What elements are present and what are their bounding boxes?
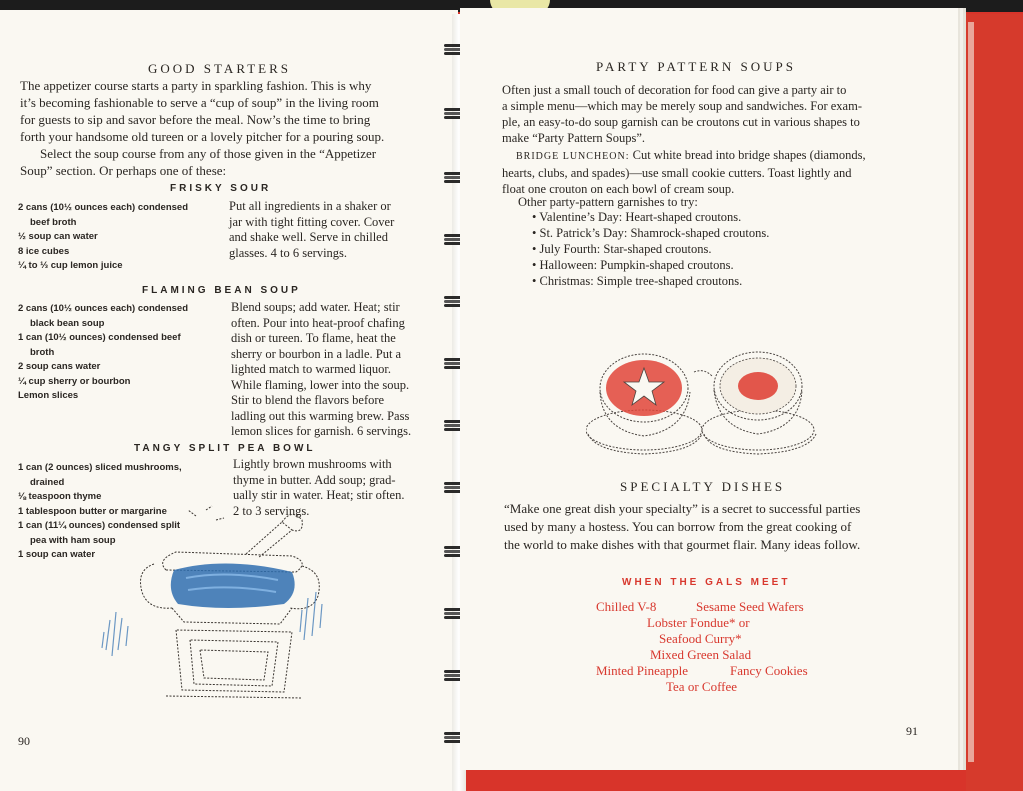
direction-line: sherry or bourbon in a ladle. Put a <box>231 346 402 361</box>
specialty-line: used by many a hostess. You can borrow from the great cooking of <box>504 519 852 534</box>
page-number-right: 91 <box>906 724 918 738</box>
ingredient: drained <box>30 476 65 488</box>
good-starters-intro <box>20 77 414 179</box>
ingredient: ½ soup can water <box>18 231 98 242</box>
direction-line: While flaming, lower into the soup. <box>231 377 410 392</box>
direction-line: Put all ingredients in a shaker or <box>229 199 391 213</box>
left-page <box>0 10 458 791</box>
specialty-line: “Make one great dish your specialty” is a secret to successful parties <box>504 501 861 516</box>
ingredient: ⅛ teaspoon thyme <box>18 491 102 502</box>
ingredient: 2 soup cans water <box>18 361 101 372</box>
direction-line: Stir to blend the flavors before <box>231 393 385 407</box>
ingredient: ¼ cup sherry or bourbon <box>18 375 131 387</box>
ingredient: pea with ham soup <box>30 534 116 546</box>
direction-line: 2 to 3 servings. <box>233 503 310 518</box>
ingredients-frisky-sour <box>18 201 228 274</box>
direction-line: and shake well. Serve in chilled <box>229 230 388 244</box>
good-starters-title: GOOD STARTERS <box>148 61 291 76</box>
ingredient: 1 tablespoon butter or margarine <box>18 505 167 517</box>
bridge-luncheon-label: BRIDGE LUNCHEON: <box>516 151 630 162</box>
ingredient: black bean soup <box>30 317 105 329</box>
ingredient: 2 cans (10½ ounces each) condensed <box>18 202 189 213</box>
book-cover-edge <box>966 14 1023 791</box>
ingredient: 1 can (2 ounces) sliced mushrooms, <box>18 462 182 473</box>
menu-item: Fancy Cookies <box>730 663 808 678</box>
recipe-title-frisky-sour: FRISKY SOUR <box>170 183 272 194</box>
direction-line: dish or tureen. To flame, heat the <box>231 331 396 345</box>
specialty-line: the world to make dishes with that gourmet flair. Many ideas follow. <box>504 537 861 552</box>
bridge-luncheon-paragraph <box>502 147 900 197</box>
direction-line: glasses. 4 to 6 servings. <box>229 245 348 260</box>
direction-line: ladling out this warming brew. Pass <box>231 408 410 423</box>
menu-item: Mixed Green Salad <box>650 647 752 662</box>
directions-frisky-sour <box>229 199 415 261</box>
garnish-intro: Other party-pattern garnishes to try: <box>518 195 698 209</box>
intro-line: it’s becoming fashionable to serve a “cup of soup” in the living room <box>20 95 379 110</box>
direction-line: lighted match to warmed liquor. <box>231 362 392 376</box>
ingredient: broth <box>30 346 55 358</box>
intro-line: forth your handsome old tureen or a lovely pitcher for a pouring soup. <box>20 129 385 144</box>
book-cover-inner-edge <box>968 22 974 762</box>
recipe-title-flaming-bean-soup: FLAMING BEAN SOUP <box>142 285 301 296</box>
tureen-illustration <box>96 500 336 710</box>
intro-line: ple, an easy-to-do soup garnish can be croutons cut in various shapes to <box>502 115 860 129</box>
ingredient: ¼ to ⅓ cup lemon juice <box>18 260 123 271</box>
bridge-line: Cut white bread into bridge shapes (diamonds, <box>629 148 866 162</box>
ingredient: 8 ice cubes <box>18 245 70 257</box>
specialty-paragraph <box>504 500 902 554</box>
list-item: • Halloween: Pumpkin-shaped croutons. <box>532 258 734 272</box>
direction-line: ually stir in water. Heat; stir often. <box>233 488 405 502</box>
intro-line: for guests to sip and savor before the meal. Now’s the time to bring <box>20 112 371 127</box>
direction-line: Lightly brown mushrooms with <box>233 457 392 471</box>
menu-item: Sesame Seed Wafers <box>696 599 804 614</box>
ingredient: 1 soup can water <box>18 549 96 560</box>
bridge-line: hearts, clubs, and spades)—use small cookie cutters. Toast lightly and <box>502 166 852 180</box>
intro-line: make “Party Pattern Soups”. <box>502 131 646 145</box>
right-page <box>460 8 958 770</box>
ingredient: 1 can (10½ ounces) condensed beef <box>18 332 181 343</box>
intro-line: a simple menu—which may be merely soup and sandwiches. For exam- <box>502 99 862 113</box>
menu-item: Chilled V-8 <box>596 599 657 614</box>
menu-item: Seafood Curry* <box>659 631 742 646</box>
menu-title: WHEN THE GALS MEET <box>622 577 791 588</box>
ingredient: Lemon slices <box>18 390 79 401</box>
menu-item: Tea or Coffee <box>666 679 738 694</box>
bridge-line: float one crouton on each bowl of cream soup. <box>502 182 735 196</box>
garnish-list <box>532 209 872 289</box>
direction-line: lemon slices for garnish. 6 servings. <box>231 424 412 438</box>
intro-line: Select the soup course from any of those given in the “Appetizer <box>40 146 377 161</box>
directions-flaming-bean-soup <box>231 300 417 440</box>
menu-item: Lobster Fondue* or <box>647 615 750 630</box>
ingredient: 1 can (11¼ ounces) condensed split <box>18 520 181 531</box>
party-pattern-intro <box>502 82 900 146</box>
soup-cups-illustration <box>586 338 822 456</box>
menu-item: Minted Pineapple <box>596 663 689 678</box>
direction-line: Blend soups; add water. Heat; stir <box>231 300 400 314</box>
ingredient: 2 cans (10½ ounces each) condensed <box>18 303 189 314</box>
list-item: • July Fourth: Star-shaped croutons. <box>532 242 712 256</box>
intro-line: Soup” section. Or perhaps one of these: <box>20 163 227 178</box>
list-item: • St. Patrick’s Day: Shamrock-shaped croutons. <box>532 226 770 240</box>
recipe-title-tangy-split-pea-bowl: TANGY SPLIT PEA BOWL <box>134 443 316 454</box>
ingredient: beef broth <box>30 216 77 228</box>
direction-line: often. Pour into heat-proof chafing <box>231 315 405 330</box>
specialty-dishes-title: SPECIALTY DISHES <box>620 479 786 494</box>
direction-line: jar with tight fitting cover. Cover <box>229 214 395 229</box>
ingredients-flaming-bean-soup <box>18 302 230 404</box>
intro-line: Often just a small touch of decoration for food can give a party air to <box>502 83 847 97</box>
party-pattern-soups-title: PARTY PATTERN SOUPS <box>596 59 796 74</box>
intro-line: The appetizer course starts a party in sparkling fashion. This is why <box>20 78 372 93</box>
list-item: • Valentine’s Day: Heart-shaped croutons. <box>532 210 742 224</box>
page-number-left: 90 <box>18 734 30 748</box>
direction-line: thyme in butter. Add soup; grad- <box>233 472 396 487</box>
list-item: • Christmas: Simple tree-shaped croutons. <box>532 274 743 288</box>
